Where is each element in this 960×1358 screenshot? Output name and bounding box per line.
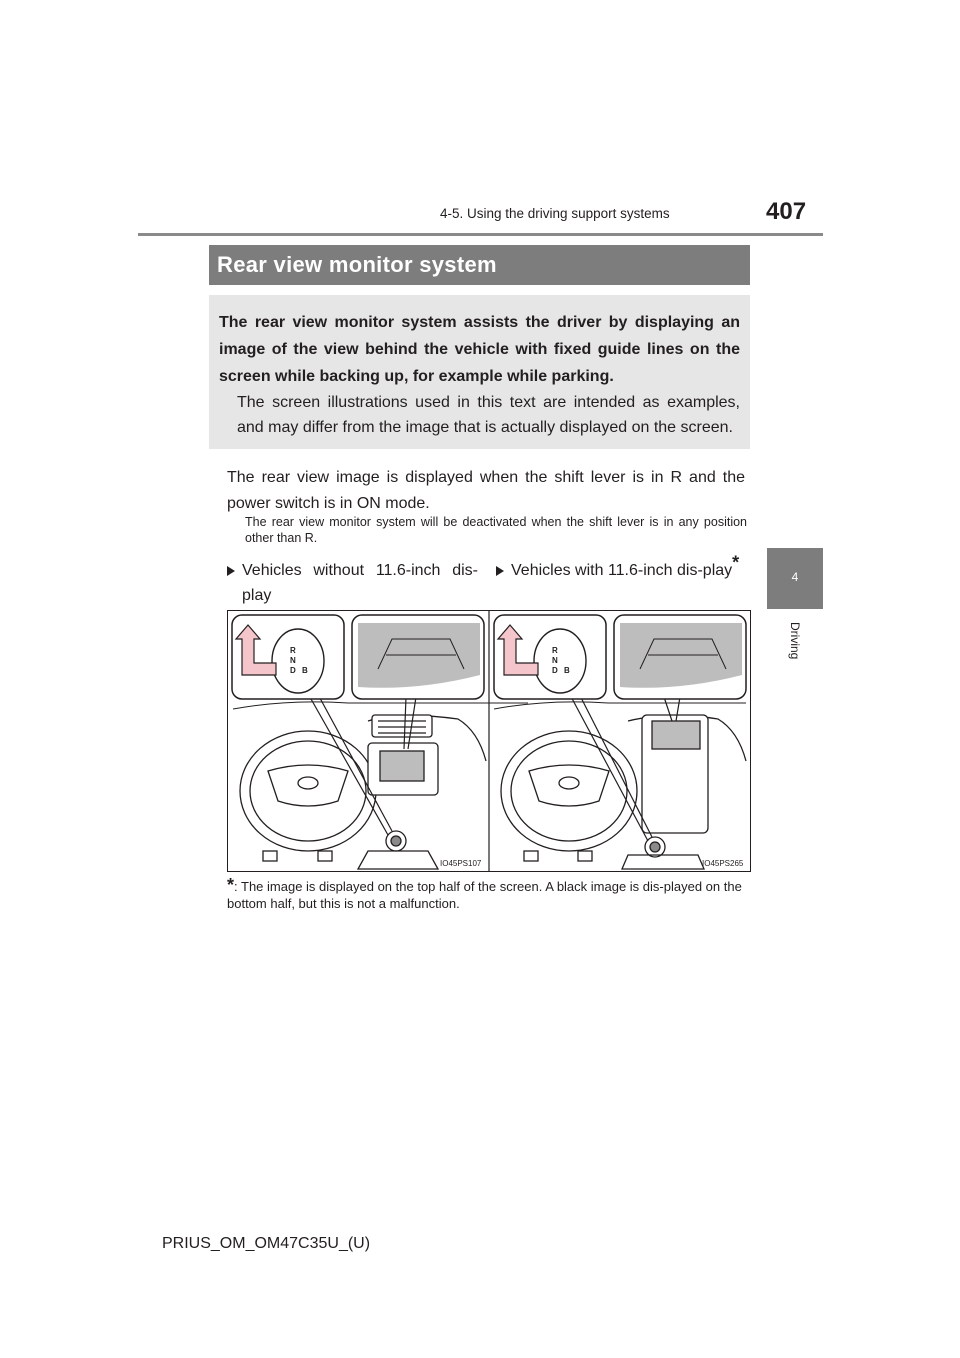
shift-b-right: B [564, 666, 570, 675]
display-screen-left [380, 751, 424, 781]
steering-hub-right [529, 765, 609, 806]
intro-summary: The rear view monitor system assists the driver by displaying an image of the view behind the vehicle with fixed guide lines on the screen while backing up, for example while parking. [219, 314, 740, 385]
chapter-tab[interactable] [767, 548, 823, 609]
section-label: 4-5. Using the driving support systems [440, 206, 670, 221]
pedal-right-2 [578, 851, 592, 861]
body-paragraph: The rear view image is displayed when the shift lever is in R and the power switch is in ON mode. [227, 469, 745, 512]
dashboard-edge-right [494, 702, 746, 709]
shift-d-left: D [290, 666, 296, 675]
page-number: 407 [766, 198, 807, 225]
section-title: Rear view monitor system [217, 252, 497, 277]
shift-callout-left [232, 615, 344, 699]
dashboard-illustration [228, 611, 750, 871]
footnote-mark: * [227, 875, 235, 895]
screen-callout-right [614, 615, 746, 699]
intro-note: The screen illustrations used in this text are intended as examples, and may differ from the image that is actually displayed on the screen. [237, 394, 740, 436]
pedal-left-2 [318, 851, 332, 861]
variant-label-left [227, 558, 478, 608]
variant-text-right [511, 552, 744, 583]
vents-left [372, 715, 432, 737]
figure-id-right: IO45PS265 [702, 859, 744, 868]
shift-callout-right [494, 615, 606, 699]
body-small-note: The rear view monitor system will be deactivated when the shift lever is in any position other than R. [245, 515, 747, 545]
callout-line-right-1 [560, 676, 648, 841]
pedal-right-1 [524, 851, 538, 861]
variant-text-left: Vehicles without 11.6-inch dis-play [242, 562, 478, 604]
footnote-asterisk: * [732, 552, 740, 573]
shift-r-left: R [290, 646, 296, 655]
variant-label-right [496, 552, 744, 583]
shift-lever-left [272, 629, 324, 693]
console-right [622, 855, 704, 869]
steering-hub-left [268, 765, 348, 806]
shift-knob-center-left [391, 836, 401, 846]
left-panel [233, 676, 528, 869]
shift-lever-right [534, 629, 586, 693]
figure-id-left: IO45PS107 [440, 859, 482, 868]
shift-n-left: N [290, 656, 296, 665]
section-title-bar [209, 245, 750, 285]
footnote [227, 877, 749, 912]
chapter-label: Driving [788, 622, 802, 660]
triangle-bullet-icon [496, 566, 504, 576]
variant-text-right-label: Vehicles with 11.6-inch dis-play [511, 562, 733, 579]
header-divider [138, 233, 823, 236]
dashboard-illustration-figure [227, 610, 751, 872]
display-screen-right [652, 721, 700, 749]
triangle-bullet-icon [227, 566, 235, 576]
shift-b-left: B [302, 666, 308, 675]
screen-callout-left [352, 615, 484, 699]
dashboard-edge-left [233, 702, 528, 709]
callout-line-right-2 [570, 676, 652, 837]
pedal-left-1 [263, 851, 277, 861]
footnote-text: : The image is displayed on the top half of the screen. A black image is dis-played on the bottom half, but this is not a malfunction. [227, 879, 742, 911]
right-panel [494, 676, 746, 869]
console-left [358, 851, 438, 869]
shift-knob-center-right [650, 842, 660, 852]
shift-r-right: R [552, 646, 558, 655]
shift-n-right: N [552, 656, 558, 665]
chapter-number: 4 [791, 570, 799, 584]
shift-d-right: D [552, 666, 558, 675]
intro-box [209, 295, 750, 449]
document-code: PRIUS_OM_OM47C35U_(U) [162, 1235, 371, 1252]
